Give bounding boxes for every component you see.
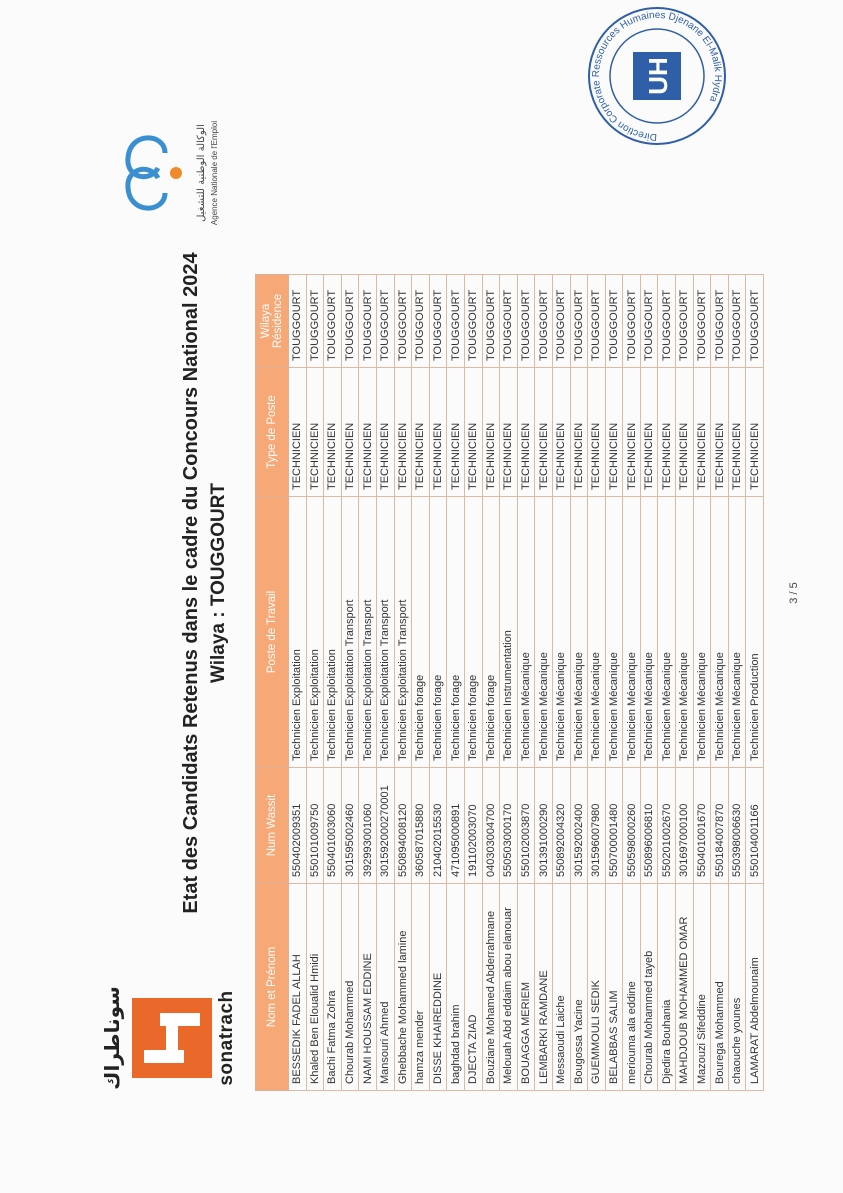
- cell-wilaya: TOUGGOURT: [728, 275, 746, 368]
- cell-type: TECHNICIEN: [746, 368, 764, 497]
- cell-wilaya: TOUGGOURT: [517, 275, 535, 368]
- cell-poste: Technicien Mécanique: [711, 497, 729, 768]
- cell-wilaya: TOUGGOURT: [588, 275, 606, 368]
- cell-name: Mansouri Ahmed: [376, 884, 394, 1091]
- table-row: [306, 275, 324, 1091]
- column-header-num-wassit: Num Wassit: [256, 768, 289, 884]
- cell-poste: Technicien forage: [447, 497, 465, 768]
- cell-wilaya: TOUGGOURT: [447, 275, 465, 368]
- cell-poste: Technicien Mécanique: [676, 497, 694, 768]
- cell-wilaya: TOUGGOURT: [552, 275, 570, 368]
- cell-type: TECHNICIEN: [658, 368, 676, 497]
- cell-type: TECHNICIEN: [570, 368, 588, 497]
- cell-num-wassit: 550102003870: [517, 768, 535, 884]
- cell-num-wassit: 550398006630: [728, 768, 746, 884]
- cell-num-wassit: 550700001480: [605, 768, 623, 884]
- table-row: [605, 275, 623, 1091]
- cell-type: TECHNICIEN: [693, 368, 711, 497]
- cell-poste: Technicien Mécanique: [605, 497, 623, 768]
- cell-poste: Technicien Exploitation Transport: [376, 497, 394, 768]
- cell-name: Djedira Bouhania: [658, 884, 676, 1091]
- cell-name: Chourab Mohammed: [341, 884, 359, 1091]
- table-row: [711, 275, 729, 1091]
- sonatrach-logo-arabic: سوناطراك: [100, 986, 124, 1090]
- cell-name: Bachi Fatma Zohra: [324, 884, 342, 1091]
- cell-poste: Technicien Exploitation Transport: [341, 497, 359, 768]
- cell-wilaya: TOUGGOURT: [605, 275, 623, 368]
- cell-num-wassit: 040303004700: [482, 768, 500, 884]
- cell-wilaya: TOUGGOURT: [500, 275, 518, 368]
- cell-wilaya: TOUGGOURT: [746, 275, 764, 368]
- cell-type: TECHNICIEN: [289, 368, 307, 497]
- anem-logo-mark: [110, 123, 190, 223]
- cell-type: TECHNICIEN: [324, 368, 342, 497]
- cell-poste: Technicien Mécanique: [623, 497, 641, 768]
- cell-name: Bourega Mohammed: [711, 884, 729, 1091]
- cell-poste: Technicien Production: [746, 497, 764, 768]
- cell-poste: Technicien Mécanique: [517, 497, 535, 768]
- cell-num-wassit: 301592002400: [570, 768, 588, 884]
- cell-type: TECHNICIEN: [482, 368, 500, 497]
- cell-type: TECHNICIEN: [359, 368, 377, 497]
- cell-poste: Technicien forage: [464, 497, 482, 768]
- anem-logo: [110, 83, 240, 263]
- cell-num-wassit: 210402015530: [429, 768, 447, 884]
- cell-poste: Technicien Exploitation Transport: [394, 497, 412, 768]
- cell-wilaya: TOUGGOURT: [429, 275, 447, 368]
- cell-wilaya: TOUGGOURT: [535, 275, 553, 368]
- anem-logo-name: Agence Nationale de l'Emploi: [210, 120, 219, 226]
- column-header-poste: Poste de Travail: [256, 497, 289, 768]
- cell-wilaya: TOUGGOURT: [376, 275, 394, 368]
- cell-num-wassit: 550894008120: [394, 768, 412, 884]
- page-number: 3 / 5: [788, 582, 800, 604]
- cell-num-wassit: 550892004320: [552, 768, 570, 884]
- cell-num-wassit: 550104001166: [746, 768, 764, 884]
- cell-num-wassit: 550896006810: [640, 768, 658, 884]
- cell-num-wassit: 392993001060: [359, 768, 377, 884]
- table-row: [588, 275, 606, 1091]
- table-row: [412, 275, 430, 1091]
- cell-type: TECHNICIEN: [623, 368, 641, 497]
- cell-name: LEMBARKI RAMDANE: [535, 884, 553, 1091]
- table-row: [552, 275, 570, 1091]
- cell-num-wassit: 301596007980: [588, 768, 606, 884]
- cell-type: TECHNICIEN: [676, 368, 694, 497]
- cell-wilaya: TOUGGOURT: [289, 275, 307, 368]
- cell-wilaya: TOUGGOURT: [324, 275, 342, 368]
- cell-num-wassit: 301391000290: [535, 768, 553, 884]
- cell-num-wassit: 550201002670: [658, 768, 676, 884]
- cell-poste: Technicien forage: [412, 497, 430, 768]
- sonatrach-logo-name: sonatrach: [216, 990, 237, 1086]
- table-row: [359, 275, 377, 1091]
- cell-type: TECHNICIEN: [412, 368, 430, 497]
- cell-name: GUEMMOULI SEDIK: [588, 884, 606, 1091]
- cell-name: BOUAGGA MERIEM: [517, 884, 535, 1091]
- cell-wilaya: TOUGGOURT: [676, 275, 694, 368]
- cell-name: Chourab Mohammed tayeb: [640, 884, 658, 1091]
- cell-type: TECHNICIEN: [535, 368, 553, 497]
- column-header-wilaya: Wilaya Résidence: [256, 275, 289, 368]
- cell-name: Bouziane Mohamed Abderrahmane: [482, 884, 500, 1091]
- table-row: [676, 275, 694, 1091]
- cell-num-wassit: 471095000891: [447, 768, 465, 884]
- cell-type: TECHNICIEN: [640, 368, 658, 497]
- document-subtitle: Wilaya : TOUGGOURT: [208, 482, 229, 684]
- cell-num-wassit: 550401001670: [693, 768, 711, 884]
- cell-type: TECHNICIEN: [341, 368, 359, 497]
- cell-name: Khaled Ben Eloualid Hmidi: [306, 884, 324, 1091]
- cell-num-wassit: 550598000260: [623, 768, 641, 884]
- cell-wilaya: TOUGGOURT: [658, 275, 676, 368]
- cell-type: TECHNICIEN: [728, 368, 746, 497]
- cell-poste: Technicien forage: [482, 497, 500, 768]
- cell-num-wassit: 301697000100: [676, 768, 694, 884]
- hr-stamp: [585, 3, 730, 148]
- sonatrach-logo-mark: [132, 998, 212, 1078]
- cell-poste: Technicien Exploitation: [289, 497, 307, 768]
- cell-name: NAMI HOUSSAM EDDINE: [359, 884, 377, 1091]
- cell-type: TECHNICIEN: [306, 368, 324, 497]
- cell-num-wassit: 191102003070: [464, 768, 482, 884]
- cell-name: Melouah Abd eddaim abou elanouar: [500, 884, 518, 1091]
- cell-type: TECHNICIEN: [500, 368, 518, 497]
- table-row: [341, 275, 359, 1091]
- table-row: [535, 275, 553, 1091]
- cell-poste: Technicien Instrumentation: [500, 497, 518, 768]
- cell-type: TECHNICIEN: [517, 368, 535, 497]
- cell-name: Ghebbache Mohammed lamine: [394, 884, 412, 1091]
- anem-logo-arabic: الوكالة الوطنية للتشغيل: [196, 124, 207, 222]
- table-row: [376, 275, 394, 1091]
- cell-poste: Technicien Exploitation: [324, 497, 342, 768]
- cell-wilaya: TOUGGOURT: [464, 275, 482, 368]
- cell-type: TECHNICIEN: [605, 368, 623, 497]
- candidates-table: [255, 274, 764, 1091]
- cell-wilaya: TOUGGOURT: [359, 275, 377, 368]
- cell-type: TECHNICIEN: [588, 368, 606, 497]
- table-header-row: [256, 275, 289, 1091]
- cell-num-wassit: 360587015880: [412, 768, 430, 884]
- table-row: [640, 275, 658, 1091]
- stamp-logo-letters: UH: [643, 57, 673, 95]
- cell-name: chaouche younes: [728, 884, 746, 1091]
- cell-poste: Technicien Mécanique: [570, 497, 588, 768]
- cell-name: BELABBAS SALIM: [605, 884, 623, 1091]
- table-row: [482, 275, 500, 1091]
- cell-name: Bougossa Yacine: [570, 884, 588, 1091]
- table-row: [289, 275, 307, 1091]
- cell-wilaya: TOUGGOURT: [482, 275, 500, 368]
- cell-poste: Technicien Exploitation Transport: [359, 497, 377, 768]
- cell-num-wassit: 550402009351: [289, 768, 307, 884]
- sonatrach-logo: [100, 953, 240, 1123]
- document-title: Etat des Candidats Retenus dans le cadre du Concours National 2024: [180, 252, 202, 914]
- table-row: [517, 275, 535, 1091]
- cell-type: TECHNICIEN: [447, 368, 465, 497]
- cell-name: DJECTA ZIAD: [464, 884, 482, 1091]
- table-row: [324, 275, 342, 1091]
- column-header-type: Type de Poste: [256, 368, 289, 497]
- cell-name: Messaoudi Laiche: [552, 884, 570, 1091]
- cell-name: BESSEDIK FADEL ALLAH: [289, 884, 307, 1091]
- cell-wilaya: TOUGGOURT: [394, 275, 412, 368]
- table-row: [570, 275, 588, 1091]
- cell-name: hamza mender: [412, 884, 430, 1091]
- table-row: [658, 275, 676, 1091]
- cell-num-wassit: 550184007870: [711, 768, 729, 884]
- cell-num-wassit: 301592000270001: [376, 768, 394, 884]
- cell-name: DISSE KHAIREDDINE: [429, 884, 447, 1091]
- cell-num-wassit: 550503000170: [500, 768, 518, 884]
- cell-num-wassit: 301595002460: [341, 768, 359, 884]
- table-row: [447, 275, 465, 1091]
- table-row: [429, 275, 447, 1091]
- cell-type: TECHNICIEN: [376, 368, 394, 497]
- cell-wilaya: TOUGGOURT: [711, 275, 729, 368]
- table-row: [500, 275, 518, 1091]
- cell-type: TECHNICIEN: [429, 368, 447, 497]
- column-header-name: Nom et Prénom: [256, 884, 289, 1091]
- cell-wilaya: TOUGGOURT: [412, 275, 430, 368]
- cell-name: baghdad brahim: [447, 884, 465, 1091]
- cell-poste: Technicien Mécanique: [588, 497, 606, 768]
- cell-wilaya: TOUGGOURT: [306, 275, 324, 368]
- cell-poste: Technicien Mécanique: [552, 497, 570, 768]
- table-row: [623, 275, 641, 1091]
- cell-wilaya: TOUGGOURT: [623, 275, 641, 368]
- cell-type: TECHNICIEN: [464, 368, 482, 497]
- cell-poste: Technicien Mécanique: [728, 497, 746, 768]
- table-row: [394, 275, 412, 1091]
- table-row: [728, 275, 746, 1091]
- cell-poste: Technicien Mécanique: [658, 497, 676, 768]
- cell-num-wassit: 550401003060: [324, 768, 342, 884]
- table-body: [289, 275, 764, 1091]
- cell-name: meriouma ala eddine: [623, 884, 641, 1091]
- cell-wilaya: TOUGGOURT: [693, 275, 711, 368]
- table-row: [746, 275, 764, 1091]
- cell-name: Mazouzi Sifeddine: [693, 884, 711, 1091]
- cell-poste: Technicien Mécanique: [535, 497, 553, 768]
- cell-wilaya: TOUGGOURT: [570, 275, 588, 368]
- cell-num-wassit: 550101009750: [306, 768, 324, 884]
- cell-type: TECHNICIEN: [394, 368, 412, 497]
- cell-type: TECHNICIEN: [711, 368, 729, 497]
- cell-name: MAHDJOUB MOHAMMED OMAR: [676, 884, 694, 1091]
- cell-poste: Technicien forage: [429, 497, 447, 768]
- cell-poste: Technicien Mécanique: [693, 497, 711, 768]
- cell-type: TECHNICIEN: [552, 368, 570, 497]
- table-row: [464, 275, 482, 1091]
- table-row: [693, 275, 711, 1091]
- cell-name: LAMARAT Abdelmounaim: [746, 884, 764, 1091]
- cell-wilaya: TOUGGOURT: [640, 275, 658, 368]
- stamp-text: Direction Corporate Ressources Humaines Djenane El-Malik Hydra: [590, 9, 724, 143]
- cell-poste: Technicien Mécanique: [640, 497, 658, 768]
- cell-wilaya: TOUGGOURT: [341, 275, 359, 368]
- cell-poste: Technicien Exploitation: [306, 497, 324, 768]
